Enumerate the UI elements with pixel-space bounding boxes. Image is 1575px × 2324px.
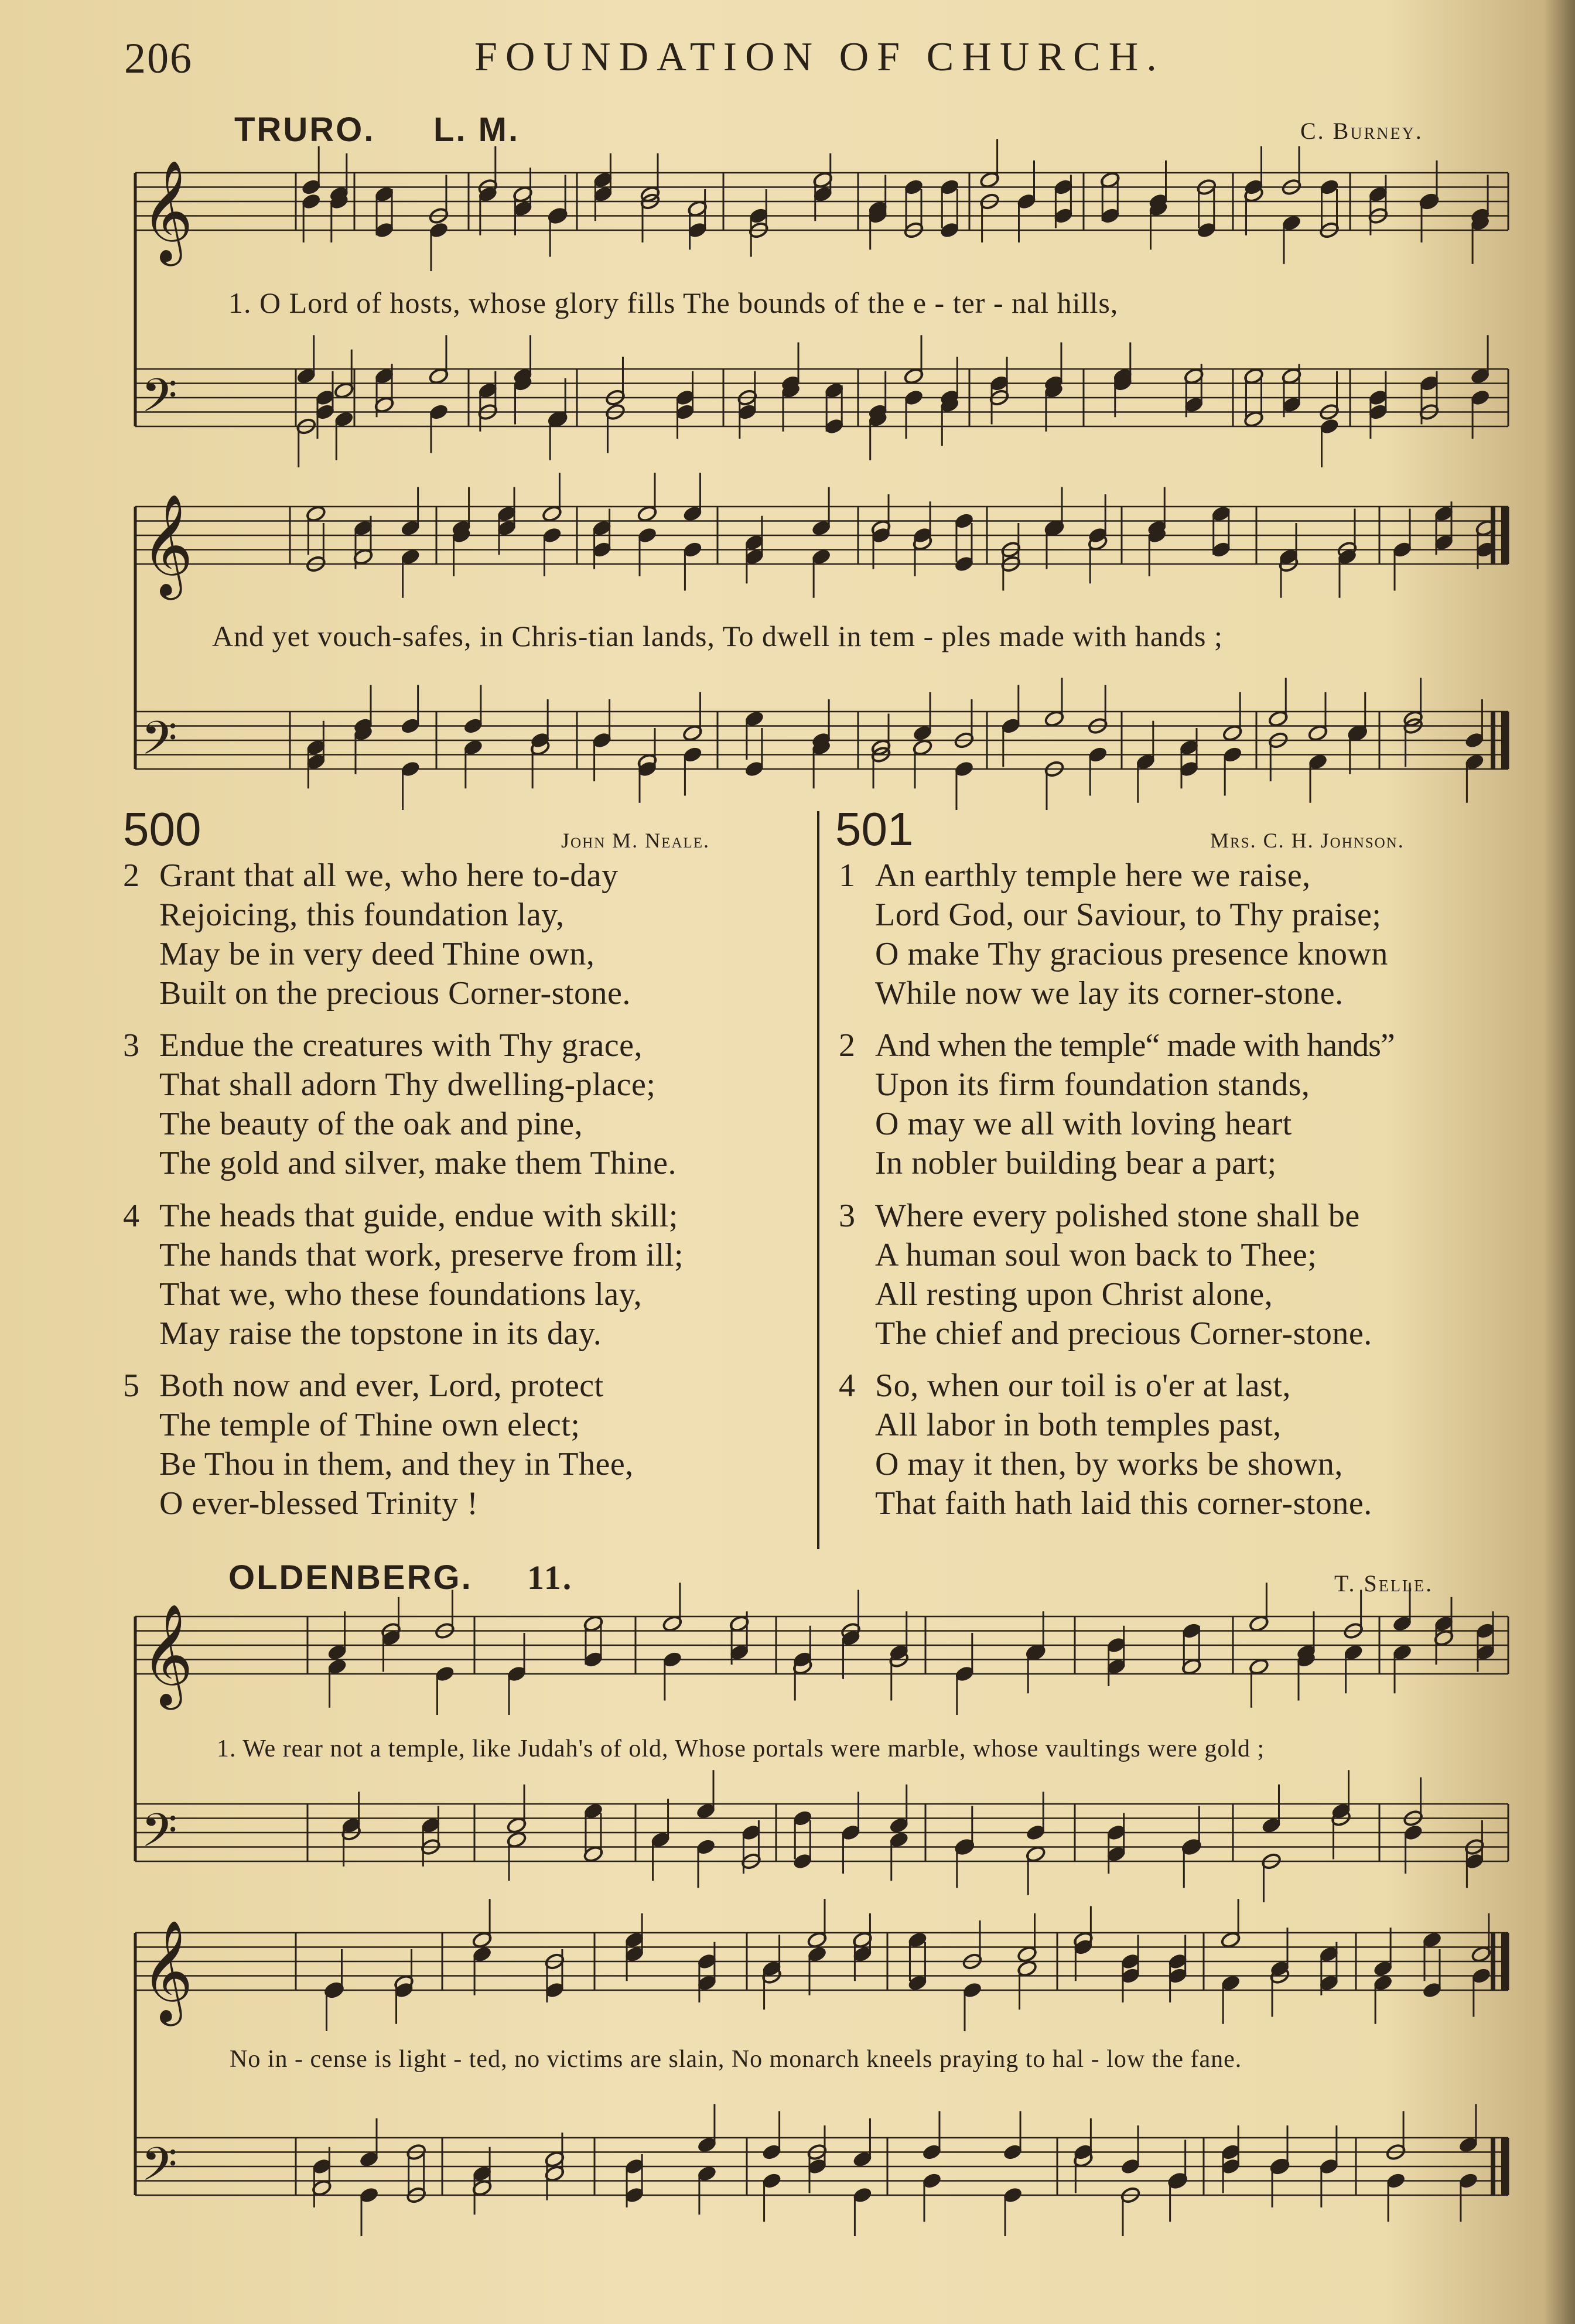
- stanza-500-4: [123, 1197, 684, 1354]
- stanza-501-4: [839, 1366, 1372, 1523]
- stanza-number: 2: [123, 857, 140, 894]
- stanza-line: The temple of Thine own elect;: [159, 1407, 580, 1443]
- lyric-truro-line-1: 1. O Lord of hosts, whose glory fills The bounds of the e - ter - nal hills,: [228, 286, 1119, 319]
- stanza-500-5: [123, 1366, 634, 1523]
- stanza-501-2: [839, 1026, 1395, 1183]
- stanza-number: 4: [839, 1368, 856, 1404]
- stanza-line: While now we lay its corner-stone.: [875, 975, 1344, 1011]
- lyric-truro-line-2: And yet vouch-safes, in Chris-tian lands, To dwell in tem - ples made with hands ;: [212, 620, 1223, 652]
- stanza-line: All resting upon Christ alone,: [875, 1276, 1273, 1313]
- page-title: FOUNDATION OF CHURCH.: [474, 35, 1165, 80]
- stanza-line: A human soul won back to Thee;: [875, 1237, 1317, 1273]
- hymn-author-501: Mrs. C. H. Johnson.: [1210, 829, 1405, 852]
- stanza-line: May be in very deed Thine own,: [159, 936, 595, 972]
- stanza-line: Grant that all we, who here to-day: [159, 857, 619, 894]
- stanza-line: The gold and silver, make them Thine.: [159, 1145, 677, 1181]
- stanza-line: An earthly temple here we raise,: [875, 857, 1311, 894]
- stanza-line: Lord God, our Saviour, to Thy praise;: [875, 897, 1382, 933]
- stanza-line: May raise the topstone in its day.: [159, 1315, 602, 1352]
- stanza-line: Built on the precious Corner-stone.: [159, 975, 631, 1011]
- stanza-number: 3: [123, 1027, 140, 1064]
- page-number: 206: [124, 35, 193, 83]
- stanza-500-2: [123, 856, 631, 1013]
- stanza-line: O ever-blessed Trinity !: [159, 1485, 479, 1522]
- stanza-number: 5: [123, 1368, 140, 1404]
- lyric-oldenberg-line-1: 1. We rear not a temple, like Judah's of old, Whose portals were marble, whose vaultings were gold ;: [217, 1735, 1265, 1762]
- hymn-number-500: 500: [123, 803, 201, 855]
- stanza-line: O may we all with loving heart: [875, 1106, 1292, 1142]
- stanza-line: Both now and ever, Lord, protect: [159, 1368, 604, 1404]
- bass-clef-icon: 𝄢: [141, 711, 177, 777]
- stanza-number: 1: [839, 857, 856, 894]
- stanza-line: Where every polished stone shall be: [875, 1198, 1360, 1234]
- treble-clef-icon: 𝄞: [141, 494, 193, 596]
- stanza-501-3: [839, 1197, 1372, 1354]
- bass-clef-icon: 𝄢: [141, 368, 177, 434]
- stanza-line: The heads that guide, endue with skill;: [159, 1198, 678, 1234]
- stanza-line: O make Thy gracious presence known: [875, 936, 1388, 972]
- stanza-line: In nobler building bear a part;: [875, 1145, 1277, 1181]
- stanza-line: All labor in both temples past,: [875, 1407, 1282, 1443]
- stanza-line: That faith hath laid this corner-stone.: [875, 1485, 1372, 1522]
- treble-clef-icon: 𝄞: [141, 1920, 193, 2022]
- bass-clef-icon: 𝄢: [141, 2137, 177, 2203]
- stanza-line: That shall adorn Thy dwelling-place;: [159, 1067, 656, 1103]
- hymn-author-500: John M. Neale.: [561, 829, 710, 852]
- stanza-line: So, when our toil is o'er at last,: [875, 1368, 1291, 1404]
- stanza-number: 2: [839, 1027, 856, 1064]
- stanza-number: 3: [839, 1198, 856, 1234]
- stanza-number: 4: [123, 1198, 140, 1234]
- tune-name-oldenberg: OLDENBERG.: [228, 1559, 473, 1597]
- lyric-oldenberg-line-2: No in - cense is light - ted, no victims are slain, No monarch kneels praying to hal - low the fane.: [230, 2046, 1242, 2073]
- stanza-line: O may it then, by works be shown,: [875, 1446, 1343, 1482]
- treble-clef-icon: 𝄞: [141, 160, 193, 262]
- tune-meter-truro: L. M.: [433, 111, 520, 149]
- tune-composer-oldenberg: T. Selle.: [1334, 1570, 1434, 1597]
- stanza-line: And when the temple“ made with hands”: [875, 1027, 1395, 1064]
- tune-meter-oldenberg: 11.: [527, 1559, 573, 1597]
- tune-name-truro: TRURO.: [234, 111, 375, 149]
- stanza-line: Rejoicing, this foundation lay,: [159, 897, 565, 933]
- stanza-501-1: [839, 856, 1388, 1013]
- stanza-line: Upon its firm foundation stands,: [875, 1067, 1310, 1103]
- stanza-line: Be Thou in them, and they in Thee,: [159, 1446, 634, 1482]
- stanza-500-3: [123, 1026, 677, 1183]
- stanza-line: The beauty of the oak and pine,: [159, 1106, 583, 1142]
- stanza-line: The chief and precious Corner-stone.: [875, 1315, 1372, 1352]
- bass-clef-icon: 𝄢: [141, 1803, 177, 1869]
- stanza-line: Endue the creatures with Thy grace,: [159, 1027, 643, 1064]
- column-divider: [817, 811, 819, 1549]
- stanza-line: The hands that work, preserve from ill;: [159, 1237, 684, 1273]
- tune-composer-truro: C. Burney.: [1300, 118, 1423, 144]
- treble-clef-icon: 𝄞: [141, 1604, 193, 1706]
- hymn-number-501: 501: [835, 803, 914, 855]
- stanza-line: That we, who these foundations lay,: [159, 1276, 643, 1313]
